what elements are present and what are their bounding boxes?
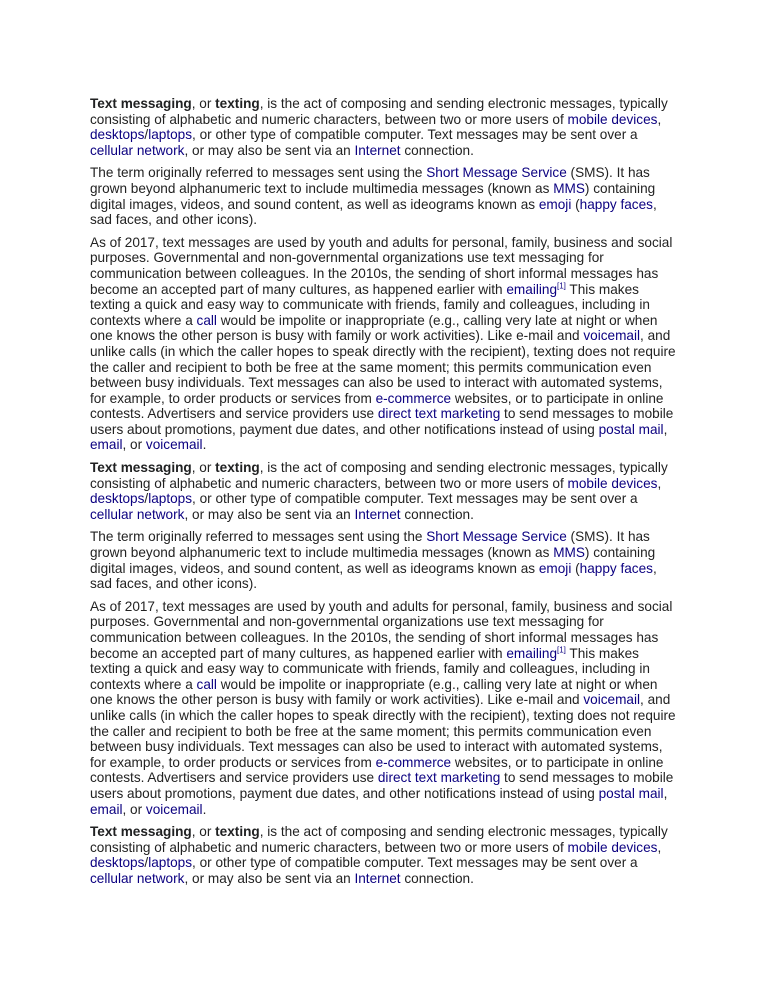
- document-body: [90, 96, 682, 894]
- bold-term: texting: [215, 96, 260, 111]
- link-mobile-devices[interactable]: mobile devices: [567, 475, 658, 491]
- text-span: .: [202, 437, 207, 453]
- link-mms[interactable]: MMS: [553, 180, 585, 196]
- link-desktops[interactable]: desktops: [90, 127, 145, 143]
- link-e-commerce[interactable]: e-commerce: [375, 390, 452, 406]
- link-e-commerce[interactable]: e-commerce: [375, 754, 452, 770]
- text-span: ) containing digital images, videos, and sound content, as well as ideograms known as: [90, 180, 656, 212]
- link-happy-faces[interactable]: happy faces: [579, 560, 653, 576]
- text-span: .: [202, 801, 207, 817]
- text-span: ,: [663, 421, 668, 437]
- text-span: This makes texting a quick and easy way to communicate with friends, family and colleagues, including in contexts where a: [90, 645, 650, 692]
- text-span: , or other type of compatible computer. Text messages may be sent over a: [192, 127, 638, 143]
- text-span: /: [144, 855, 149, 871]
- link-email[interactable]: email: [90, 801, 123, 817]
- text-span: , or other type of compatible computer. Text messages may be sent over a: [192, 855, 638, 871]
- paragraph: [90, 165, 682, 227]
- paragraph: [90, 529, 682, 591]
- text-span: connection.: [400, 142, 474, 158]
- link-voicemail[interactable]: voicemail: [583, 692, 641, 708]
- link-laptops[interactable]: laptops: [148, 127, 193, 143]
- link-cellular-network[interactable]: cellular network: [90, 142, 185, 158]
- link-short-message-service[interactable]: Short Message Service: [426, 529, 567, 545]
- link-emailing[interactable]: emailing: [506, 645, 557, 661]
- link-mms[interactable]: MMS: [553, 545, 585, 561]
- text-span: , sad faces, and other icons).: [90, 196, 657, 228]
- text-span: (: [571, 560, 580, 576]
- link-direct-text-marketing[interactable]: direct text marketing: [377, 406, 501, 422]
- link-emoji[interactable]: emoji: [538, 196, 572, 212]
- text-span: , is the act of composing and sending electronic messages, typically consisting of alphabetic and numeric characters, between two or more users of: [90, 96, 668, 127]
- text-span: would be impolite or inappropriate (e.g., calling very late at night or when one knows the other person is busy with family or work activities). Like e-mail and: [90, 312, 658, 344]
- link-call[interactable]: call: [196, 312, 217, 328]
- link-email[interactable]: email: [90, 437, 123, 453]
- text-span: The term originally referred to messages sent using the: [90, 529, 427, 545]
- text-span: , or may also be sent via an: [184, 142, 355, 158]
- link-internet[interactable]: Internet: [354, 870, 401, 886]
- text-span: , or: [122, 437, 146, 453]
- text-span: The term originally referred to messages sent using the: [90, 165, 427, 181]
- text-span: ,: [657, 475, 662, 491]
- link-desktops[interactable]: desktops: [90, 855, 145, 871]
- text-span: This makes texting a quick and easy way to communicate with friends, family and colleagues, including in contexts where a: [90, 281, 650, 328]
- link-call[interactable]: call: [196, 676, 217, 692]
- bold-term: Text messaging: [90, 824, 192, 840]
- link-laptops[interactable]: laptops: [148, 855, 193, 871]
- text-span: , or may also be sent via an: [184, 870, 355, 886]
- text-span: (: [571, 196, 580, 212]
- link-internet[interactable]: Internet: [354, 142, 401, 158]
- text-span: , or other type of compatible computer. Text messages may be sent over a: [192, 491, 638, 507]
- link-emoji[interactable]: emoji: [538, 560, 572, 576]
- text-span: ,: [663, 785, 668, 801]
- paragraph: [90, 460, 682, 522]
- link-cellular-network[interactable]: cellular network: [90, 506, 185, 522]
- text-span: (SMS). It has grown beyond alphanumeric text to include multimedia messages (known as: [90, 529, 650, 561]
- text-span: , or: [122, 801, 146, 817]
- text-span: /: [144, 491, 149, 507]
- paragraph: [90, 96, 682, 158]
- text-span: ,: [657, 839, 662, 855]
- text-span: , and unlike calls (in which the caller hopes to speak directly with the recipient), texting does not require the caller and recipient to both be free at the same moment; this permits communication even between busy individuals. Text messages can also be used to interact with automated systems, for example, to order products or services from: [90, 692, 676, 770]
- reference-citation[interactable]: [1]: [557, 281, 566, 290]
- link-voicemail[interactable]: voicemail: [145, 437, 203, 453]
- text-span: , or: [191, 460, 216, 476]
- text-span: , or: [191, 96, 216, 111]
- text-span: connection.: [400, 870, 474, 886]
- link-direct-text-marketing[interactable]: direct text marketing: [377, 770, 501, 786]
- text-span: , is the act of composing and sending electronic messages, typically consisting of alphabetic and numeric characters, between two or more users of: [90, 824, 668, 855]
- link-internet[interactable]: Internet: [354, 506, 401, 522]
- text-span: ) containing digital images, videos, and sound content, as well as ideograms known as: [90, 545, 656, 576]
- link-voicemail[interactable]: voicemail: [145, 801, 203, 817]
- link-short-message-service[interactable]: Short Message Service: [426, 165, 567, 181]
- link-mobile-devices[interactable]: mobile devices: [567, 111, 658, 127]
- link-postal-mail[interactable]: postal mail: [598, 785, 664, 801]
- text-span: websites, or to participate in online contests. Advertisers and service providers use: [90, 754, 664, 786]
- paragraph: [90, 824, 682, 886]
- link-happy-faces[interactable]: happy faces: [579, 196, 653, 212]
- text-span: would be impolite or inappropriate (e.g., calling very late at night or when one knows the other person is busy with family or work activities). Like e-mail and: [90, 676, 658, 708]
- link-postal-mail[interactable]: postal mail: [598, 421, 664, 437]
- paragraph: [90, 235, 682, 453]
- link-laptops[interactable]: laptops: [148, 491, 193, 507]
- link-voicemail[interactable]: voicemail: [583, 328, 641, 344]
- reference-citation[interactable]: [1]: [557, 645, 566, 655]
- paragraph: [90, 599, 682, 817]
- bold-term: Text messaging: [90, 460, 192, 476]
- text-span: As of 2017, text messages are used by youth and adults for personal, family, business and social purposes. Governmental and non-governmental organizations use text messaging for communication between colleagues. In the 2010s, the sending of short informal messages has become an accepted part of many cultures, as happened earlier with: [90, 598, 673, 661]
- text-span: connection.: [400, 506, 474, 522]
- text-span: to send messages to mobile users about promotions, payment due dates, and other notifications instead of using: [90, 770, 674, 801]
- text-span: ,: [657, 111, 662, 127]
- link-emailing[interactable]: emailing: [506, 281, 557, 297]
- text-span: , is the act of composing and sending electronic messages, typically consisting of alphabetic and numeric characters, between two or more users of: [90, 460, 668, 491]
- link-mobile-devices[interactable]: mobile devices: [567, 839, 658, 855]
- text-span: , and unlike calls (in which the caller hopes to speak directly with the recipient), texting does not require the caller and recipient to both be free at the same moment; this permits communication even between busy individuals. Text messages can also be used to interact with automated systems, for example, to order products or services from: [90, 328, 676, 406]
- text-span: to send messages to mobile users about promotions, payment due dates, and other notifications instead of using: [90, 406, 674, 437]
- link-cellular-network[interactable]: cellular network: [90, 870, 185, 886]
- bold-term: texting: [215, 460, 260, 476]
- text-span: As of 2017, text messages are used by youth and adults for personal, family, business and social purposes. Governmental and non-governmental organizations use text messaging for communication between colleagues. In the 2010s, the sending of short informal messages has become an accepted part of many cultures, as happened earlier with: [90, 234, 673, 297]
- bold-term: texting: [215, 824, 260, 840]
- text-span: websites, or to participate in online contests. Advertisers and service providers use: [90, 390, 664, 422]
- text-span: , sad faces, and other icons).: [90, 560, 657, 592]
- bold-term: Text messaging: [90, 96, 192, 111]
- link-desktops[interactable]: desktops: [90, 491, 145, 507]
- text-span: /: [144, 127, 149, 143]
- text-span: (SMS). It has grown beyond alphanumeric text to include multimedia messages (known as: [90, 165, 650, 196]
- text-span: , or may also be sent via an: [184, 506, 355, 522]
- text-span: , or: [191, 824, 216, 840]
